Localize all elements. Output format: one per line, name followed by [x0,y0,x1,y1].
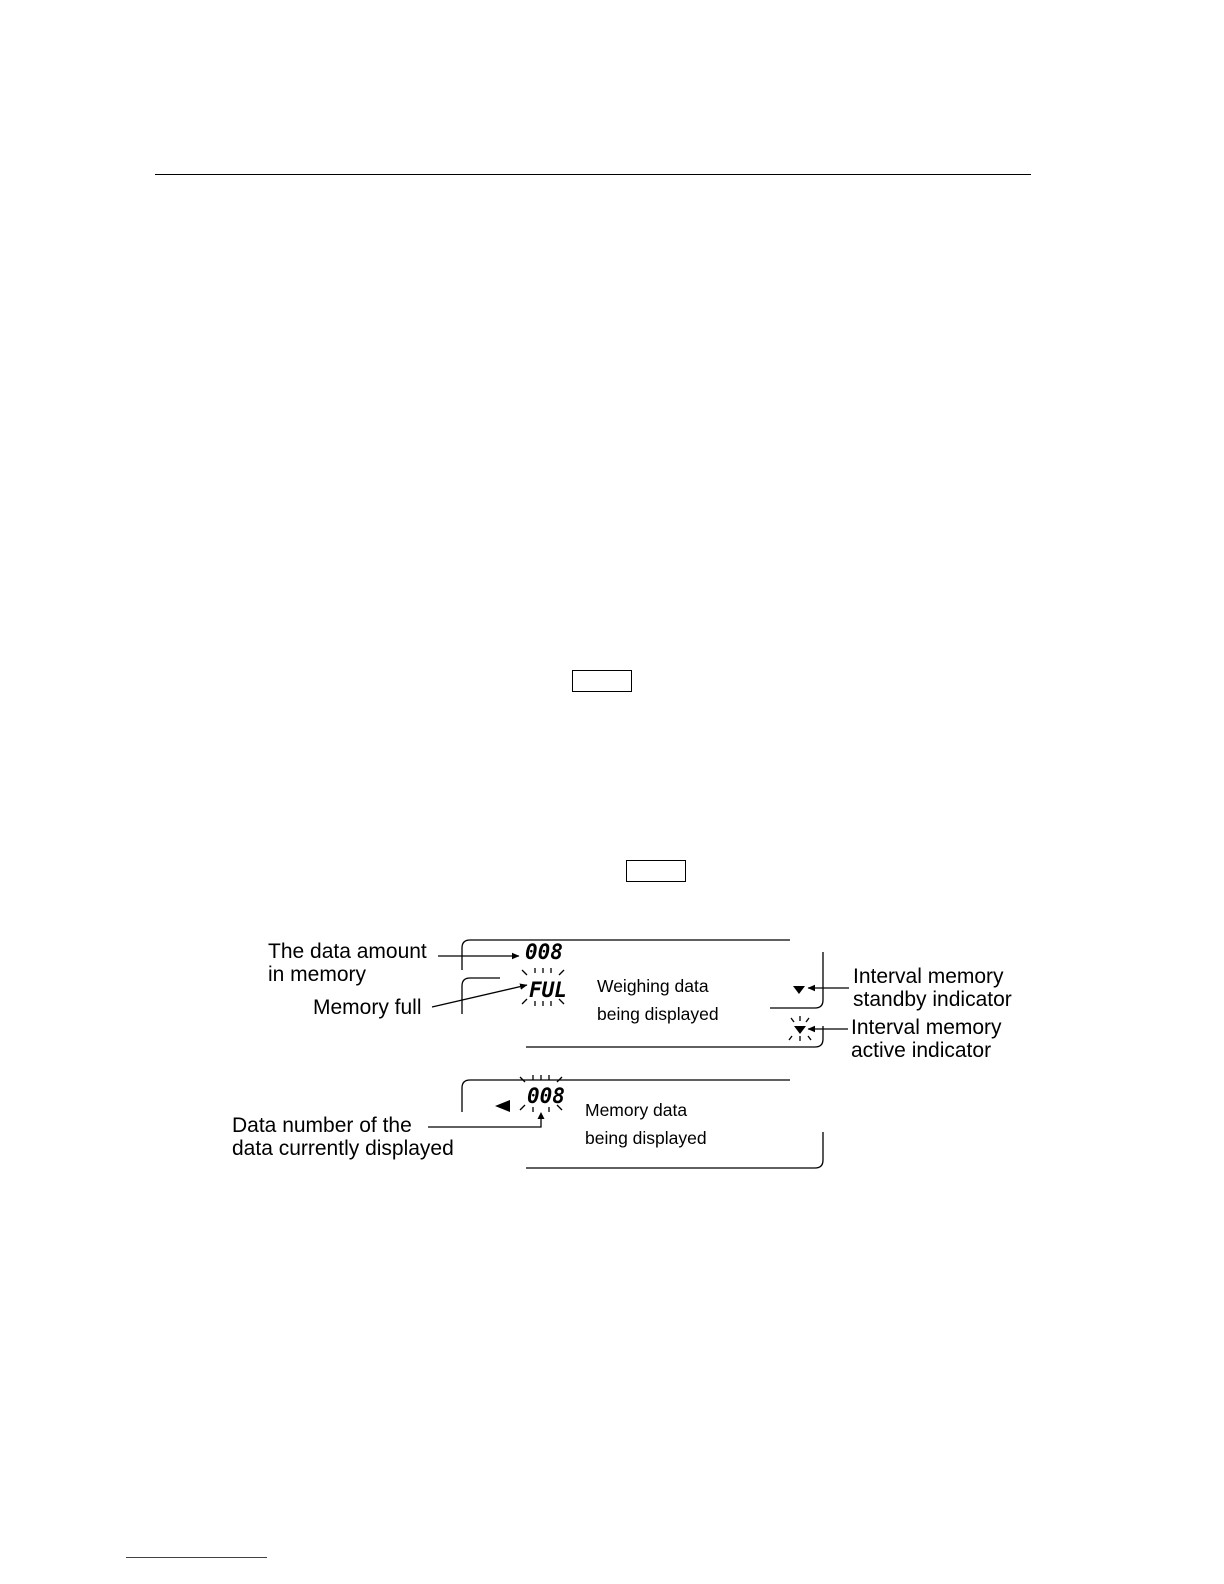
arrow-memory-full [432,985,527,1007]
triangle-left-icon [495,1100,510,1112]
weighing-caption-line1: Weighing data [597,976,709,996]
weighing-caption-line2: being displayed [597,1004,719,1024]
memory-full-text: FUL [529,978,567,1002]
arrow-data-number-head [538,1112,545,1119]
callout-data-amount-line1: The data amount [268,940,427,963]
memory-caption-line2: being displayed [585,1128,707,1148]
arrow-data-number [428,1116,541,1127]
callout-data-number-line2: data currently displayed [232,1137,454,1160]
callout-active-indicator [808,1016,1002,1062]
callout-data-amount [268,940,519,986]
callout-standby-indicator [808,965,1012,1011]
blinking-triangle-down-icon [789,1016,811,1041]
callout-active-line2: active indicator [851,1039,992,1062]
callout-active-line1: Interval memory [851,1016,1002,1039]
memory-display-panel [462,1075,823,1168]
memory-caption-line1: Memory data [585,1100,688,1120]
callout-standby-line1: Interval memory [853,965,1004,988]
weighing-data-count-readout: 008 [525,940,563,964]
callout-memory-full-label: Memory full [313,996,422,1019]
callout-standby-line2: standby indicator [853,988,1012,1011]
triangle-down-icon [793,986,805,994]
callout-memory-full [313,985,527,1019]
callout-data-number-line1: Data number of the [232,1114,412,1137]
callout-data-amount-line2: in memory [268,963,367,986]
callout-data-number [232,1112,545,1160]
memory-full-readout [522,968,567,1006]
footer-rule [126,1557,267,1558]
data-number-text: 008 [527,1084,565,1108]
